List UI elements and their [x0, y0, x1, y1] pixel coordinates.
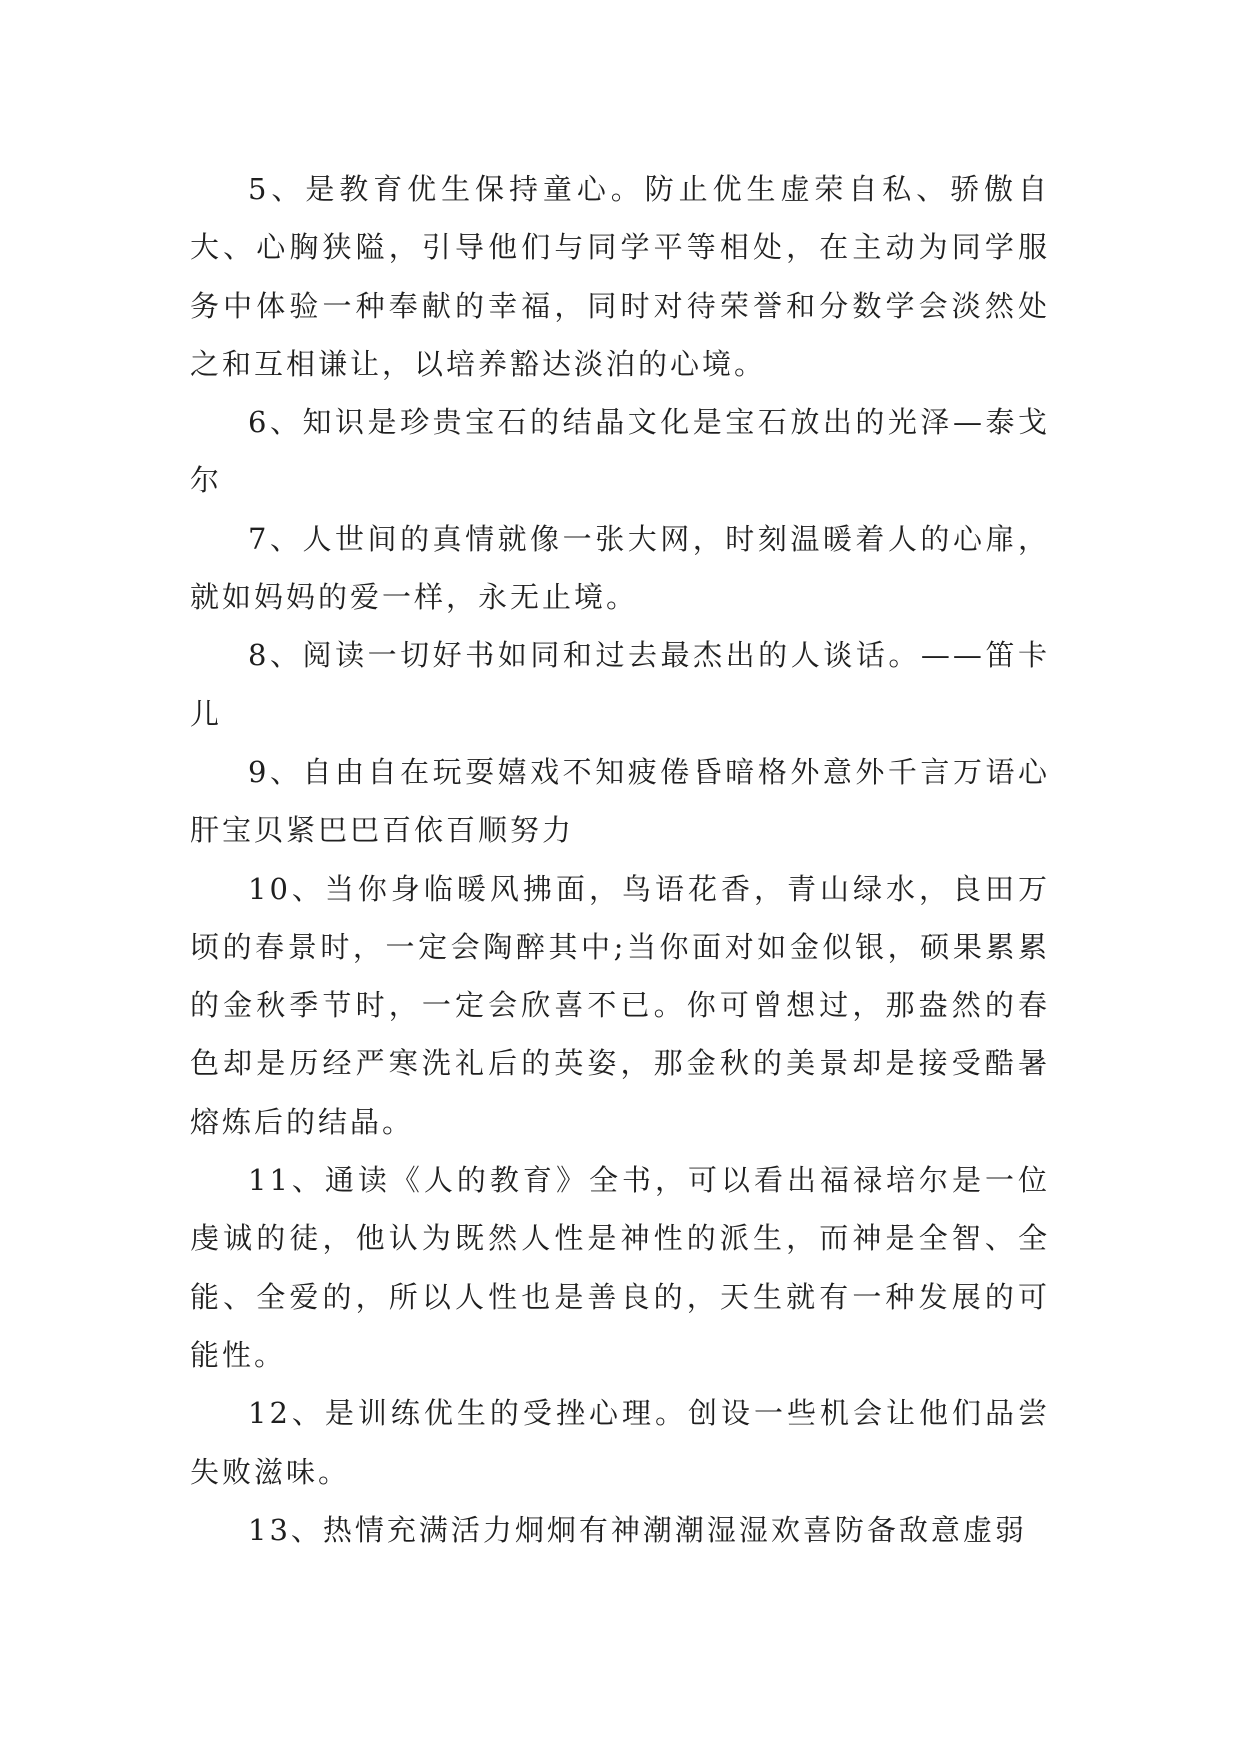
document-body [190, 160, 1050, 1559]
paragraph-13: 13、热情充满活力炯炯有神潮潮湿湿欢喜防备敌意虚弱 [248, 1512, 1027, 1547]
paragraph-9: 9、自由自在玩耍嬉戏不知疲倦昏暗格外意外千言万语心肝宝贝紧巴巴百依百顺努力 [190, 754, 1050, 848]
paragraph-6: 6、知识是珍贵宝石的结晶文化是宝石放出的光泽—泰戈尔 [190, 405, 1050, 498]
paragraph-7: 7、人世间的真情就像一张大网，时刻温暖着人的心扉，就如妈妈的爱一样，永无止境。 [190, 521, 1050, 615]
paragraph-8: 8、阅读一切好书如同和过去最杰出的人谈话。——笛卡儿 [190, 638, 1050, 731]
paragraph-5: 5、是教育优生保持童心。防止优生虚荣自私、骄傲自大、心胸狭隘，引导他们与同学平等相处，在主动为同学服务中体验一种奉献的幸福，同时对待荣誉和分数学会淡然处之和互相谦让，以培养豁达淡泊的心境。 [190, 172, 1050, 381]
paragraph-12: 12、是训练优生的受挫心理。创设一些机会让他们品尝失败滋味。 [190, 1396, 1050, 1489]
paragraph-11: 11、通读《人的教育》全书，可以看出福禄培尔是一位虔诚的徒，他认为既然人性是神性的派生，而神是全智、全能、全爱的，所以人性也是善良的，天生就有一种发展的可能性。 [190, 1163, 1050, 1372]
paragraph-10: 10、当你身临暖风拂面，鸟语花香，青山绿水，良田万顷的春景时，一定会陶醉其中;当你面对如金似银，硕果累累的金秋季节时，一定会欣喜不已。你可曾想过，那盎然的春色却是历经严寒洗礼后的英姿，那金秋的美景却是接受酷暑熔炼后的结晶。 [190, 871, 1050, 1139]
